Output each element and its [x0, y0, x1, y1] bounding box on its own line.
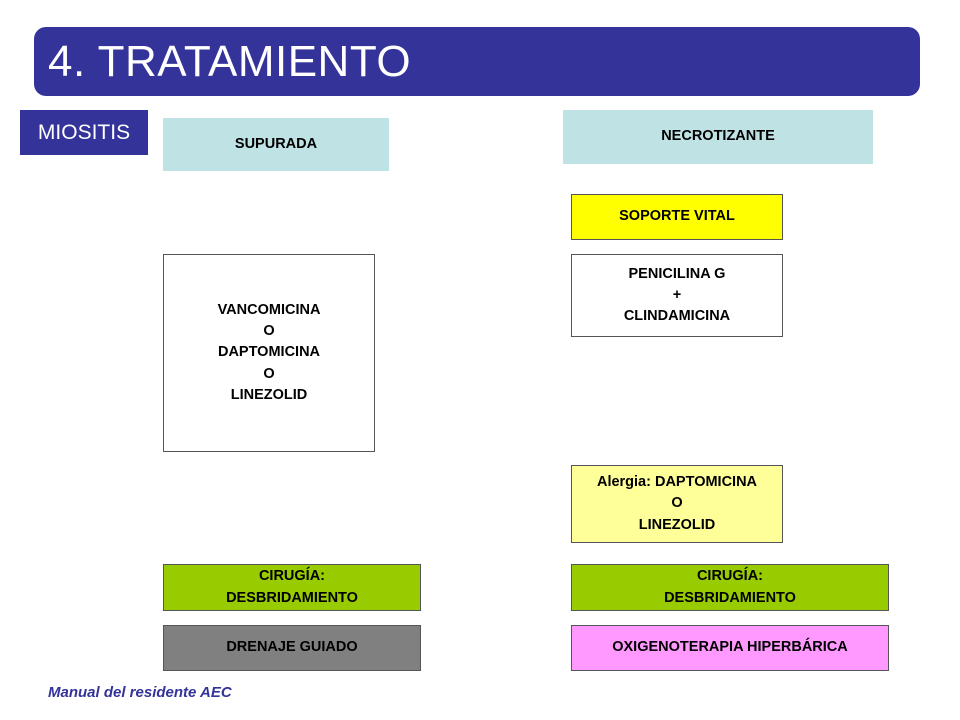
page-title: 4. TRATAMIENTO — [48, 36, 412, 86]
drainage-text: DRENAJE GUIADO — [226, 639, 358, 656]
left-antibiotics-box — [163, 254, 375, 452]
title-bar — [34, 27, 920, 96]
oxygen-therapy-text: OXIGENOTERAPIA HIPERBÁRICA — [612, 639, 848, 656]
right-surgery-text: CIRUGÍA: DESBRIDAMIENTO — [664, 568, 796, 606]
right-antibiotics-box — [571, 254, 783, 337]
left-antibiotics-text: VANCOMICINA O DAPTOMICINA O LINEZOLID — [217, 302, 321, 403]
section-label-miositis: MIOSITIS — [20, 110, 148, 155]
allergy-text: Alergia: DAPTOMICINA O LINEZOLID — [596, 474, 758, 533]
left-surgery-box — [163, 564, 421, 611]
vital-support-box — [571, 194, 783, 240]
left-surgery-text: CIRUGÍA: DESBRIDAMIENTO — [226, 568, 358, 606]
category-supurada — [163, 118, 389, 171]
right-surgery-box — [571, 564, 889, 611]
right-antibiotics-text: PENICILINA G + CLINDAMICINA — [623, 265, 731, 324]
drainage-box — [163, 625, 421, 671]
allergy-box — [571, 465, 783, 543]
footer-source: Manual del residente AEC — [48, 684, 232, 701]
oxygen-therapy-box — [571, 625, 889, 671]
category-necrotizante-label: NECROTIZANTE — [661, 128, 775, 145]
category-necrotizante — [563, 110, 873, 164]
category-supurada-label: SUPURADA — [234, 135, 318, 152]
vital-support-text: SOPORTE VITAL — [619, 208, 735, 225]
